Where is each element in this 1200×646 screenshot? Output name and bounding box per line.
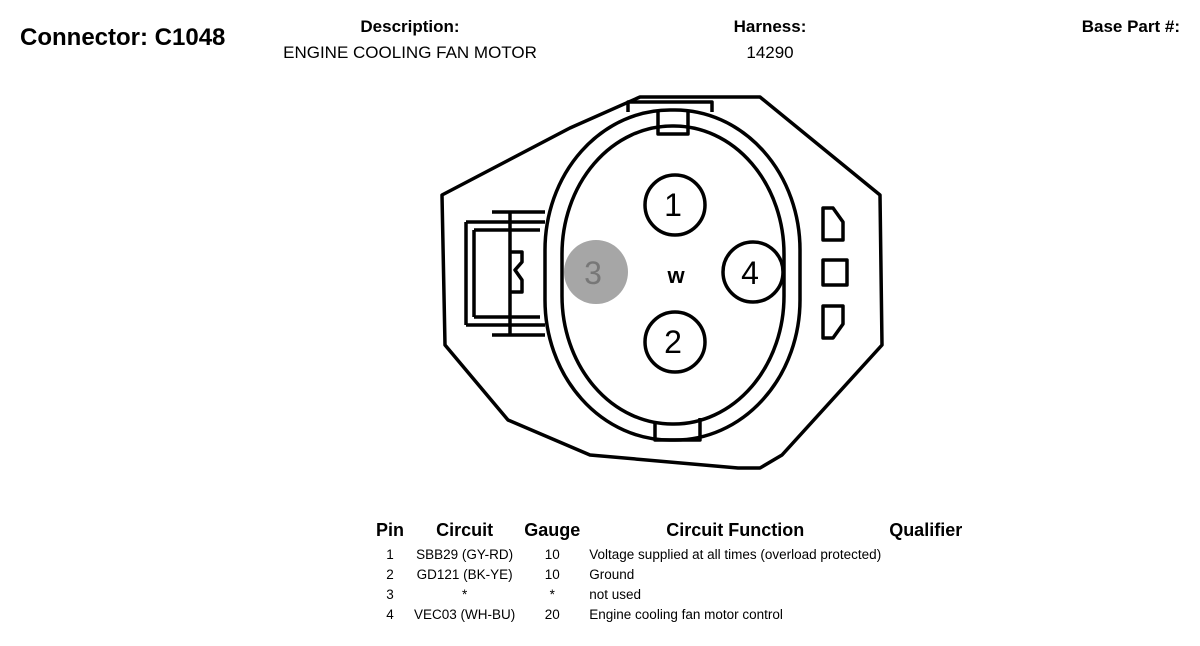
row-pin: 4 [386,607,394,622]
row-gauge: 10 [544,567,560,582]
header-qualifier: Qualifier [889,520,963,540]
row-circuit: * [462,587,468,602]
header-gauge: Gauge [524,520,581,540]
row-pin: 1 [386,547,394,562]
header-circuit: Circuit [436,520,494,540]
pin-table [370,520,966,625]
row-pin: 3 [386,587,394,602]
table-row [370,565,966,585]
pin-3-label: 3 [584,255,602,291]
pin-table-header [370,520,966,545]
row-function: Voltage supplied at all times (overload protected) [589,547,882,562]
harness-value: 14290 [746,43,794,62]
header-pin: Pin [375,520,404,540]
base-part-label: Base Part #: [1081,17,1180,36]
row-circuit: VEC03 (WH-BU) [414,607,516,622]
row-gauge: 20 [544,607,560,622]
table-row [370,605,966,625]
row-gauge: * [549,587,555,602]
row-qualifier [885,545,966,565]
center-marking: w [667,263,685,288]
table-row [370,585,966,605]
row-gauge: 10 [544,547,560,562]
row-circuit: SBB29 (GY-RD) [416,547,514,562]
row-pin: 2 [386,567,394,582]
row-qualifier [885,585,966,605]
description-value: ENGINE COOLING FAN MOTOR [283,43,537,62]
row-circuit: GD121 (BK-YE) [416,567,513,582]
harness-label: Harness: [733,17,807,36]
connector-housing [442,97,882,468]
row-function: Engine cooling fan motor control [589,607,783,622]
header-circuit-function: Circuit Function [666,520,805,540]
pin-4-label: 4 [741,255,759,291]
pin-2-label: 2 [664,324,682,360]
row-function: Ground [589,567,635,582]
row-qualifier [885,565,966,585]
row-qualifier [885,605,966,625]
connector-title: Connector: C1048 [20,24,226,51]
row-function: not used [589,587,642,602]
table-row [370,545,966,565]
pin-1-label: 1 [664,187,682,223]
description-label: Description: [360,17,460,36]
